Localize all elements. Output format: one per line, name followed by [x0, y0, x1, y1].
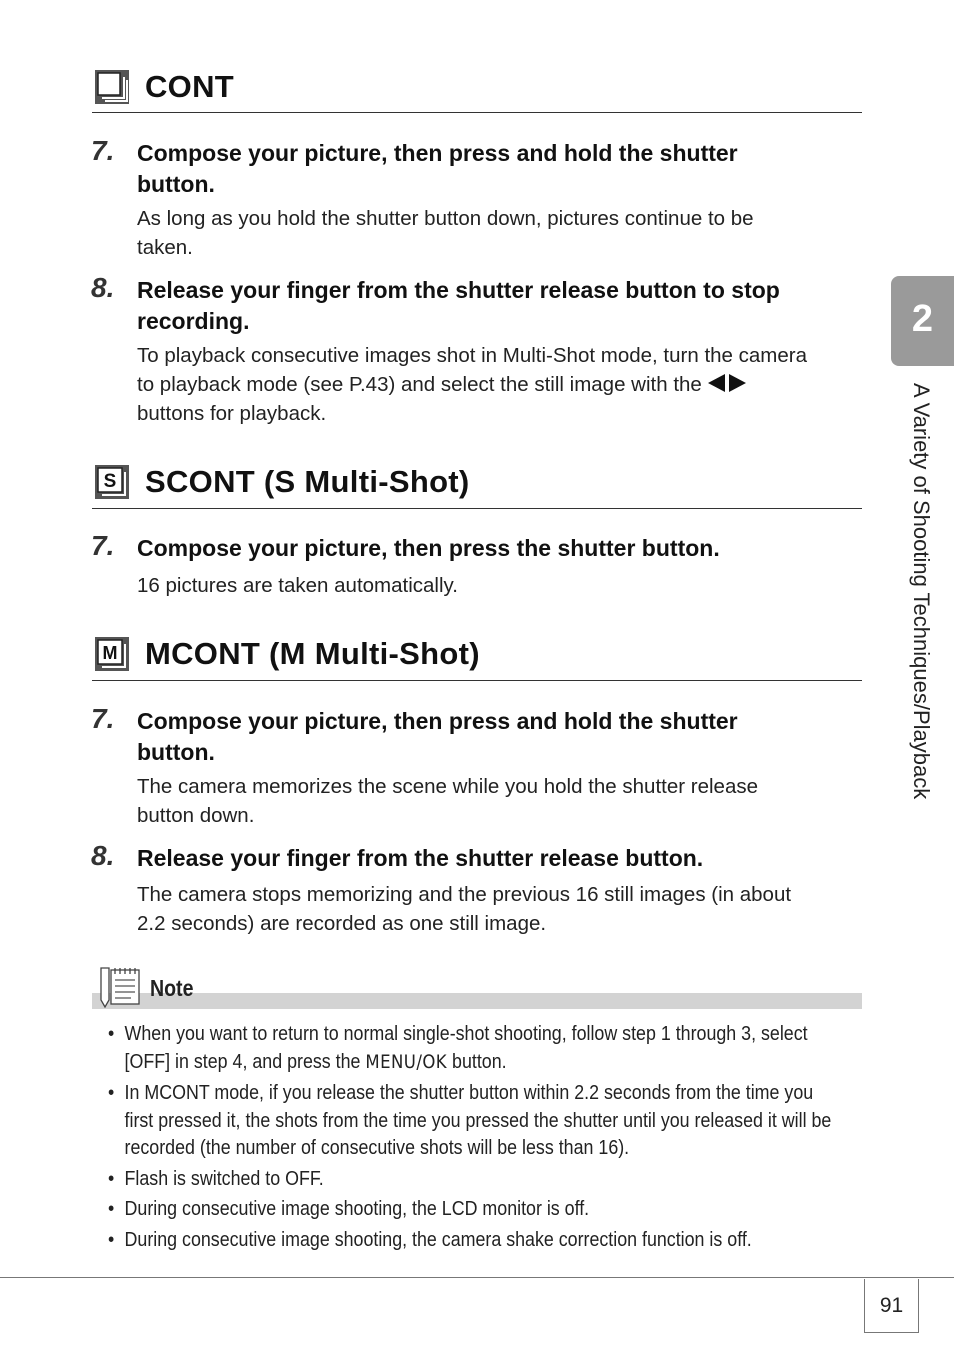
bullet: • — [108, 1166, 115, 1190]
note-list — [108, 1020, 868, 1256]
section-title: CONT — [145, 69, 235, 104]
m-multi-shot-icon — [94, 636, 130, 672]
section-divider — [92, 112, 862, 113]
chapter-tab — [891, 276, 954, 366]
bullet: • — [108, 1227, 115, 1251]
note-header-bar — [92, 993, 862, 1009]
step-number: 7. — [91, 135, 115, 166]
step-description: 16 pictures are taken automatically. — [137, 574, 458, 597]
note-item: • In MCONT mode, if you release the shutter button within 2.2 seconds from the time you first pressed it, the shots from the time you pressed the shutter until you released it will be recorded (the number of consecutive shots will be less than 16). — [108, 1081, 832, 1159]
step-title: Compose your picture, then press and hold the shutter button. — [137, 140, 738, 197]
note-item: • During consecutive image shooting, the camera shake correction function is off. — [108, 1226, 877, 1254]
step-title: Compose your picture, then press and hold the shutter button. — [137, 708, 738, 765]
step-title: Compose your picture, then press the shutter button. — [137, 535, 720, 561]
svg-text:M: M — [102, 643, 118, 663]
step-title: Release your finger from the shutter release button. — [137, 845, 704, 871]
step-number: 8. — [91, 272, 115, 303]
step-description: The camera memorizes the scene while you hold the shutter release button down. — [137, 775, 759, 827]
chapter-number: 2 — [911, 298, 934, 340]
section-divider — [92, 680, 862, 681]
note-item: • When you want to return to normal single-shot shooting, follow step 1 through 3, select [OFF] in step 4, and press the MENU/OK button. — [108, 1022, 808, 1073]
bullet: • — [108, 1081, 115, 1104]
s-multi-shot-icon — [94, 464, 130, 500]
step-description: To playback consecutive images shot in Multi-Shot mode, turn the camera to playback mode (see P.43) and select the still image with the buttons for playback. — [137, 344, 807, 425]
note-label: Note — [150, 975, 194, 1001]
page-number: 91 — [879, 1294, 904, 1317]
section-divider — [92, 508, 862, 509]
section-mcont-header — [92, 634, 862, 682]
note-item: • During consecutive image shooting, the LCD monitor is off. — [108, 1195, 877, 1223]
footer-divider — [0, 1277, 954, 1278]
step-description: As long as you hold the shutter button down, pictures continue to be taken. — [137, 207, 754, 259]
page-number-box — [864, 1279, 919, 1333]
section-title: MCONT (M Multi-Shot) — [145, 636, 480, 671]
note-item: • Flash is switched to OFF. — [108, 1165, 877, 1193]
step-number: 7. — [91, 703, 115, 734]
note-pad-icon — [93, 966, 143, 1008]
bullet: • — [108, 1022, 115, 1045]
step-number: 8. — [91, 840, 115, 871]
menu-ok-button-label: MENU/OK — [365, 1050, 448, 1073]
step-description: The camera stops memorizing and the previous 16 still images (in about 2.2 seconds) are recorded as one still image. — [137, 883, 792, 935]
bullet: • — [108, 1197, 115, 1220]
step-title: Release your finger from the shutter release button to stop recording. — [137, 277, 780, 334]
section-cont-header — [92, 66, 862, 114]
svg-text:S: S — [103, 471, 117, 492]
chapter-title-vertical: A Variety of Shooting Techniques/Playback — [909, 383, 934, 800]
section-title: SCONT (S Multi-Shot) — [145, 464, 470, 499]
continuous-shooting-icon — [94, 69, 130, 105]
section-scont-header — [92, 462, 862, 510]
step-number: 7. — [91, 530, 115, 561]
left-right-arrow-buttons-icon — [708, 374, 746, 392]
